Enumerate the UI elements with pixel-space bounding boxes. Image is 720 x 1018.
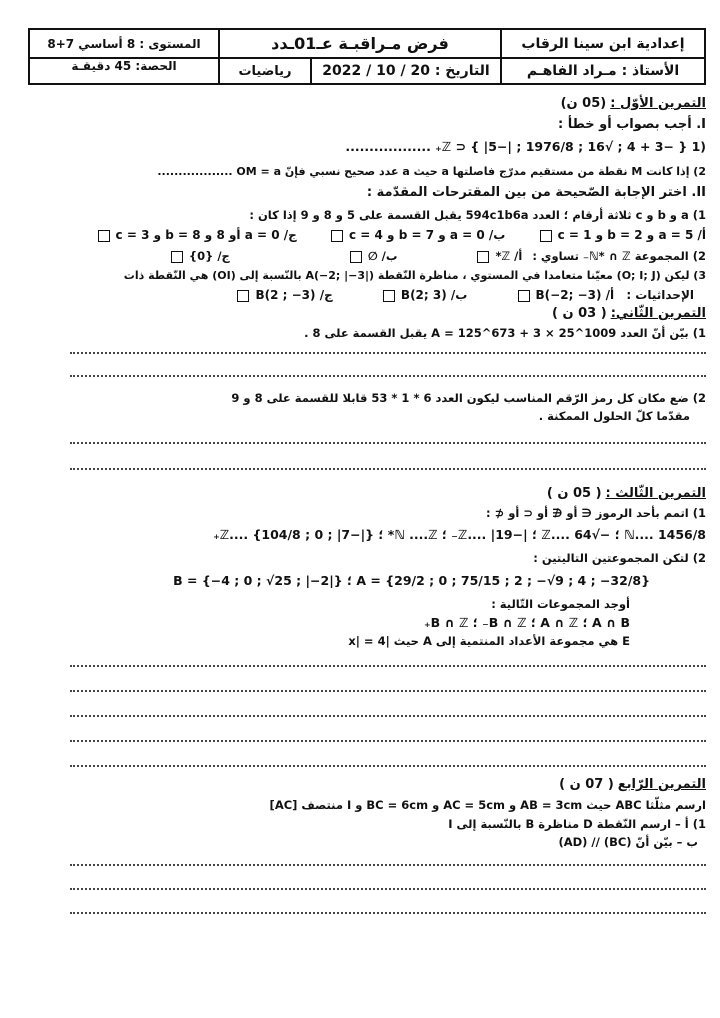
option-label: أ/ a = 5 و b = 2 و c = 1 [557,228,706,242]
answer-line[interactable] [70,715,706,717]
answer-line[interactable] [70,912,706,914]
ex1-q5: 3) ليكن (O; I; J) معيّنا متعامدا في المستوي ، مناظرة النّقطة A(−2; |−3|) بالنّسبة إلى (OI) هي النّقطة ذات [123,269,706,282]
option-a [534,228,706,242]
option-b [325,228,505,242]
ex1-points: (05 ن) [560,96,607,111]
checkbox[interactable] [540,230,552,242]
checkbox[interactable] [237,290,249,302]
answer-line[interactable] [70,352,706,354]
answer-line[interactable] [70,375,706,377]
answer-line[interactable] [70,888,706,890]
exam-title: فرض مـراقبـة عـ01ـدد [271,34,449,53]
answer-line[interactable] [70,765,706,767]
subject: رياضيات [238,63,292,79]
answer-line[interactable] [70,665,706,667]
ex3-find: أوجد المجموعات التّالية : [491,597,630,611]
answer-line[interactable] [70,690,706,692]
checkbox[interactable] [171,251,183,263]
ex4-points: ( 07 ن ) [559,777,614,792]
school-name: إعدادية ابن سينا الرقاب [521,35,685,52]
header-table [28,28,706,85]
option-label: ج/ a = 0 أو 8 و b = 8 و c = 3 [115,228,297,242]
ex1-title-text: التمرين الأوّل : [610,96,706,111]
ex2-q2b: مقدّما كلّ الحلول الممكنة . [538,409,690,423]
ex2-points: ( 03 ن ) [552,306,607,321]
checkbox[interactable] [383,290,395,302]
option-label: ج/ {0} [188,249,230,263]
ex3-intersections: A ∩ B ؛ A ∩ ℤ ؛ B ∩ ℤ₋ ؛ B ∩ ℤ₊ [424,615,630,630]
ex1-q1: (1 { −3 + 4 ; √16 ; 1976/8 ; |−5| } ⊂ ℤ₊ .................. [345,139,706,154]
option-label: ج/ B(2 ; −3) [255,288,333,302]
duration: الحصة: 45 دقيقـة [71,59,177,73]
ex2-title-text: التمرين الثّاني: [610,306,706,321]
ex1-part2: II. اختر الإجابة الصّحيحة من بين المقترحات المقدّمة : [366,185,706,200]
option-a [471,249,522,263]
ex4-intro: ارسم مثلّثا ABC حيث AB = 3cm و AC = 5cm و BC = 6cm و I منتصف [AC] [269,798,706,812]
ex3-q1: 1) اتمم بأحد الرموز ∈ أو ∉ أو ⊂ أو ⊄ : [486,506,706,520]
option-c [231,288,332,302]
checkbox[interactable] [518,290,530,302]
ex2-q1: 1) بيّن أنّ العدد A = 125^673 + 3 × 25^1009 يقبل القسمة على 8 . [304,326,706,340]
question-text: 2) المجموعة ℕ* ∩ ℤ₋ تساوي : [532,249,706,263]
answer-line[interactable] [70,468,706,470]
question-text: الإحداثيات : [626,288,694,302]
option-label: أ/ B(−2; −3) [535,288,615,302]
ex4-title [559,777,706,792]
teacher: الأستاذ : مـراد الفاهـم [526,63,680,79]
ex4-q1b: ب – بيّن أنّ (BC) // (AD) [558,835,698,849]
ex1-q3-options [68,228,706,242]
answer-line[interactable] [70,740,706,742]
answer-line[interactable] [70,442,706,444]
ex3-e-definition: E هي مجموعة الأعداد المنتمية إلى A حيث |x| = 4 [348,634,630,648]
ex3-q2: 2) لتكن المجموعتين التاليتين : [533,551,706,565]
ex1-q2: 2) إذا كانت M نقطة من مستقيم مدرّج فاصلتها a حيث a عدد صحيح نسبي فإنّ OM = a .................. [157,165,706,178]
ex3-title-text: التمرين الثّالث : [605,486,706,501]
option-c [165,249,230,263]
checkbox[interactable] [98,230,110,242]
ex1-q4 [141,249,706,263]
ex3-q1-expressions: 1456/8 ....ℕ ؛ −√64 ....ℤ ؛ |−19| ....ℤ₋ ؛ ℕ ....ℤ* ؛ {|−7| ; 0 ; 104/8} ....ℤ₊ [213,527,706,542]
ex1-q5-options [207,288,694,302]
option-b [377,288,467,302]
option-label: ب/ a = 0 و b = 7 و c = 4 [349,228,506,242]
option-a [512,288,615,302]
ex1-q3: 1) a و b و c ثلاثة أرقام ؛ العدد 594c1b6a يقبل القسمة على 5 و 8 و 9 إذا كان : [249,208,706,222]
level: المستوى : 8 أساسي 7+8 [47,36,201,51]
option-c [92,228,297,242]
ex3-title [547,486,706,501]
ex3-sets: A = {29/2 ; 0 ; 75/15 ; 2 ; −√9 ; 4 ; −32/8} ؛ B = {−4 ; 0 ; √25 ; |−2|} [173,573,650,588]
checkbox[interactable] [477,251,489,263]
option-label: ب/ ∅ [367,249,398,263]
ex4-title-text: التمرين الرّابع [617,777,706,792]
ex3-points: ( 05 ن ) [546,486,602,501]
ex2-q2: 2) ضع مكان كل رمز الرّقم المناسب ليكون العدد 6 * 1 * 53 قابلا للقسمة على 8 و 9 [231,391,706,405]
checkbox[interactable] [350,251,362,263]
ex1-title [561,96,706,111]
option-label: ب/ B(2; 3) [400,288,468,302]
ex2-title [552,306,706,321]
checkbox[interactable] [331,230,343,242]
option-label: أ/ ℤ* [495,249,523,263]
date: التاريخ : 20 / 10 / 2022 [322,63,490,79]
answer-line[interactable] [70,864,706,866]
ex1-part1: I. أجب بصواب أو خطأ : [557,117,706,132]
ex4-q1a: 1) أ – ارسم النّقطة D مناظرة B بالنّسبة إلى I [448,817,706,831]
option-b [344,249,398,263]
